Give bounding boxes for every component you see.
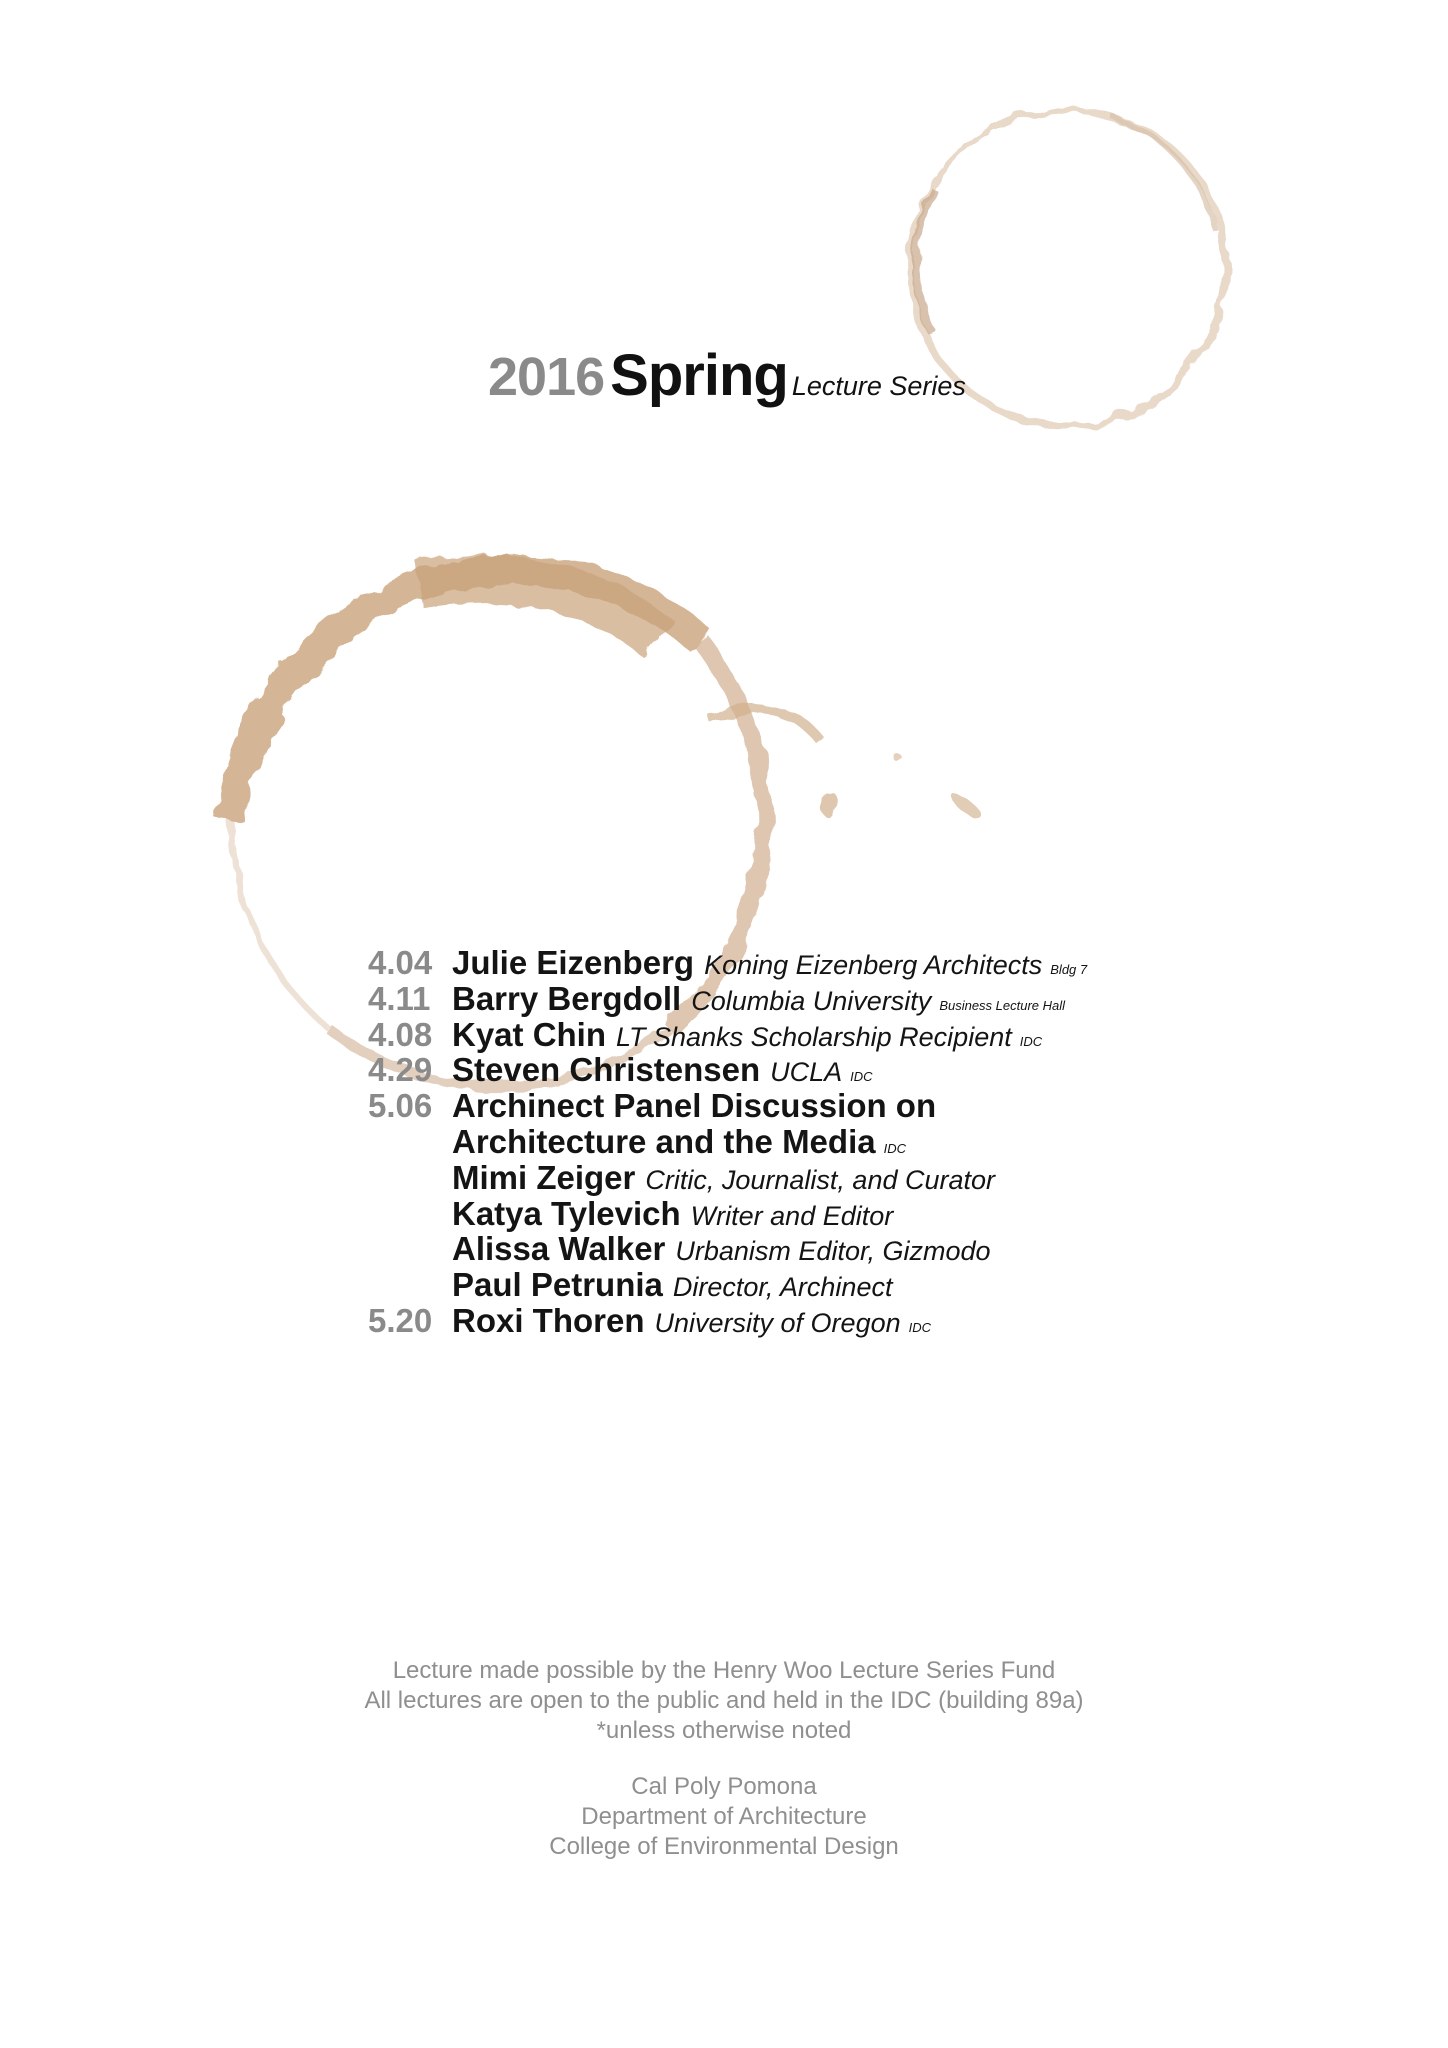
schedule-row: [368, 1195, 1368, 1231]
speaker-name: Barry Bergdoll: [452, 979, 682, 1017]
lecture-venue: IDC: [908, 1319, 932, 1335]
speaker-name: Katya Tylevich: [452, 1194, 681, 1232]
lecture-date: 4.11: [368, 979, 431, 1017]
speaker-name: Julie Eizenberg: [452, 944, 695, 981]
schedule-row: [368, 1159, 1368, 1195]
lecture-date: 4.08: [368, 1015, 433, 1053]
speaker-affiliation: Columbia University: [691, 985, 932, 1016]
speaker-affiliation: University of Oregon: [654, 1307, 901, 1338]
lecture-date: 5.06: [368, 1087, 433, 1125]
schedule-row: [368, 1302, 1368, 1338]
schedule-row: [368, 1087, 1368, 1123]
lecture-date: 4.04: [368, 944, 433, 981]
speaker-affiliation: LT Shanks Scholarship Recipient: [616, 1021, 1012, 1052]
schedule-row: [368, 1230, 1368, 1266]
schedule-row: [368, 1123, 1368, 1159]
speaker-affiliation: Urbanism Editor, Gizmodo: [675, 1236, 991, 1267]
footer-notes: [0, 1656, 1448, 1746]
speaker-affiliation: Director, Archinect: [672, 1272, 893, 1303]
lecture-date: 5.20: [368, 1301, 433, 1339]
footer-institution: [0, 1772, 1448, 1862]
footer-fund-text: Lecture made possible by the Henry Woo Lecture Series Fund: [392, 1657, 1056, 1684]
lecture-venue: Bldg 7: [1050, 962, 1088, 977]
speaker-name: Roxi Thoren: [452, 1301, 645, 1339]
lecture-schedule: [368, 944, 1368, 1338]
title-subtitle: Lecture Series: [791, 371, 966, 401]
title-season: Spring: [610, 343, 788, 408]
schedule-row: [368, 1016, 1368, 1052]
lecture-venue: IDC: [850, 1069, 873, 1085]
footer-note-text: *unless otherwise noted: [596, 1717, 852, 1744]
speaker-name: Steven Christensen: [452, 1051, 761, 1089]
lecture-date: 4.29: [368, 1051, 433, 1089]
title-year: 2016: [488, 347, 605, 407]
panel-title: Archinect Panel Discussion on: [452, 1087, 937, 1125]
speaker-name: Kyat Chin: [452, 1015, 607, 1053]
schedule-row: [368, 980, 1368, 1016]
footer-access-text: All lectures are open to the public and held in the IDC (building 89a): [364, 1687, 1084, 1714]
schedule-row: [368, 1266, 1368, 1302]
schedule-row: [368, 944, 1368, 980]
department-name: Department of Architecture: [581, 1803, 867, 1830]
speaker-affiliation: UCLA: [770, 1057, 843, 1088]
panel-title: Architecture and the Media: [452, 1122, 876, 1160]
page-title: [488, 342, 966, 409]
speaker-affiliation: Writer and Editor: [690, 1200, 894, 1231]
speaker-affiliation: Critic, Journalist, and Curator: [645, 1164, 996, 1195]
lecture-venue: IDC: [1019, 1033, 1043, 1049]
speaker-affiliation: Koning Eizenberg Architects: [704, 950, 1043, 980]
speaker-name: Mimi Zeiger: [452, 1158, 636, 1196]
college-name: College of Environmental Design: [549, 1833, 899, 1860]
speaker-name: Alissa Walker: [452, 1230, 666, 1268]
lecture-venue: IDC: [883, 1140, 906, 1156]
speaker-name: Paul Petrunia: [452, 1266, 663, 1304]
schedule-row: [368, 1051, 1368, 1087]
institution-name: Cal Poly Pomona: [631, 1773, 817, 1800]
lecture-venue: Business Lecture Hall: [939, 997, 1066, 1013]
